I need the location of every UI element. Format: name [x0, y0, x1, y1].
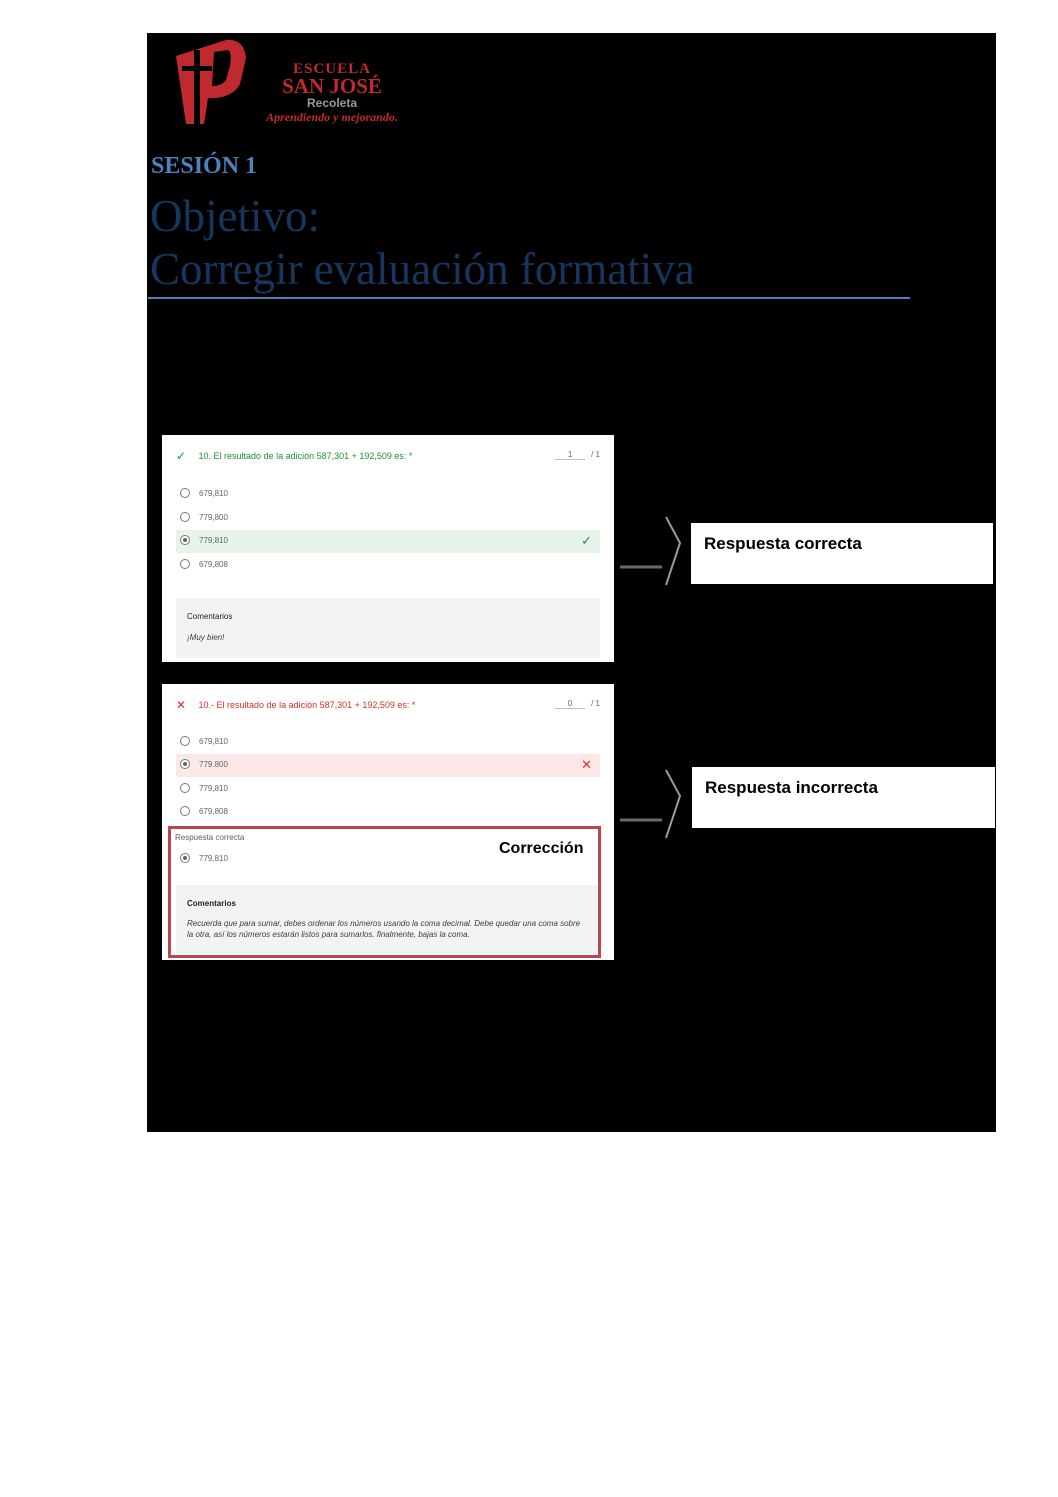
- comment-text: ¡Muy bien!: [187, 633, 225, 642]
- radio-button[interactable]: [180, 736, 190, 746]
- question-row: [176, 698, 415, 712]
- radio-button[interactable]: [180, 783, 190, 793]
- callout-text: Respuesta correcta: [704, 534, 862, 553]
- callout-incorrect-answer: [692, 767, 995, 828]
- comment-text-line-2: la otra, así los números estarán listos para sumarlos. finalmente, bajas la coma.: [187, 930, 470, 939]
- option-label: 679,808: [199, 807, 228, 816]
- callout-correct-answer: [691, 523, 993, 584]
- option-row[interactable]: [176, 731, 600, 754]
- title-divider: [148, 297, 910, 299]
- objective-line-2: Corregir evaluación formativa: [150, 244, 695, 294]
- option-label: 779,810: [199, 536, 228, 545]
- correct-answer-card: [162, 435, 614, 662]
- close-icon: ✕: [581, 757, 592, 772]
- radio-button[interactable]: [180, 488, 190, 498]
- objective-title: [150, 190, 695, 296]
- callout-text: Respuesta incorrecta: [705, 778, 878, 797]
- option-row[interactable]: [176, 554, 600, 577]
- logo-line-escuela: ESCUELA: [293, 61, 371, 77]
- comment-text-line-1: Recuerda que para sumar, debes ordenar los números usando la coma decimal. Debe quedar una coma sobre: [187, 919, 581, 928]
- radio-button[interactable]: [180, 559, 190, 569]
- option-label: 779,800: [199, 513, 228, 522]
- session-heading: SESIÓN 1: [151, 153, 258, 179]
- option-row-selected-correct[interactable]: [176, 530, 600, 553]
- logo-line-recoleta: Recoleta: [306, 96, 358, 110]
- close-icon: ✕: [176, 698, 187, 712]
- logo-line-san-jose: SAN JOSÉ: [282, 74, 382, 98]
- comments-box: [176, 598, 600, 658]
- correction-frame: [168, 826, 601, 958]
- logo-lettering: [232, 62, 432, 126]
- correct-answer-value: 779,810: [199, 854, 228, 863]
- incorrect-answer-card: [162, 684, 614, 960]
- option-label: 779.800: [199, 760, 228, 769]
- question-text: 10.- El resultado de la adición 587,301 + 192,509 es: *: [198, 700, 416, 710]
- option-label: 679,810: [199, 737, 228, 746]
- objective-line-1: Objetivo:: [150, 191, 320, 241]
- correction-label: Corrección: [499, 840, 584, 857]
- comments-title: Comentarios: [187, 899, 236, 908]
- arrow-right-icon: [618, 515, 688, 589]
- radio-button-selected[interactable]: [180, 759, 190, 769]
- question-text: 10. El resultado de la adición 587,301 + 192,509 es: *: [198, 451, 413, 461]
- option-row[interactable]: [176, 507, 600, 530]
- option-label: 779,810: [199, 784, 228, 793]
- question-row: [176, 449, 412, 463]
- radio-button[interactable]: [180, 806, 190, 816]
- option-row-selected-incorrect[interactable]: [176, 754, 600, 777]
- logo-motto: Aprendiendo y mejorando.: [266, 110, 398, 124]
- radio-button-selected[interactable]: [180, 535, 190, 545]
- radio-button[interactable]: [180, 512, 190, 522]
- score: [555, 450, 600, 460]
- option-label: 679,808: [199, 560, 228, 569]
- comments-title: Comentarios: [187, 612, 233, 621]
- check-icon: ✓: [581, 533, 592, 548]
- score-input[interactable]: 1: [555, 450, 585, 460]
- check-icon: ✓: [176, 449, 187, 463]
- score-total: / 1: [591, 450, 600, 459]
- option-row[interactable]: [176, 483, 600, 506]
- option-row[interactable]: [176, 801, 600, 824]
- correct-answer-label: Respuesta correcta: [175, 833, 245, 842]
- score-total: / 1: [591, 699, 600, 708]
- score-input[interactable]: 0: [555, 699, 585, 709]
- score: [555, 699, 600, 709]
- arrow-right-icon: [618, 768, 688, 842]
- option-row[interactable]: [176, 778, 600, 801]
- option-label: 679,810: [199, 489, 228, 498]
